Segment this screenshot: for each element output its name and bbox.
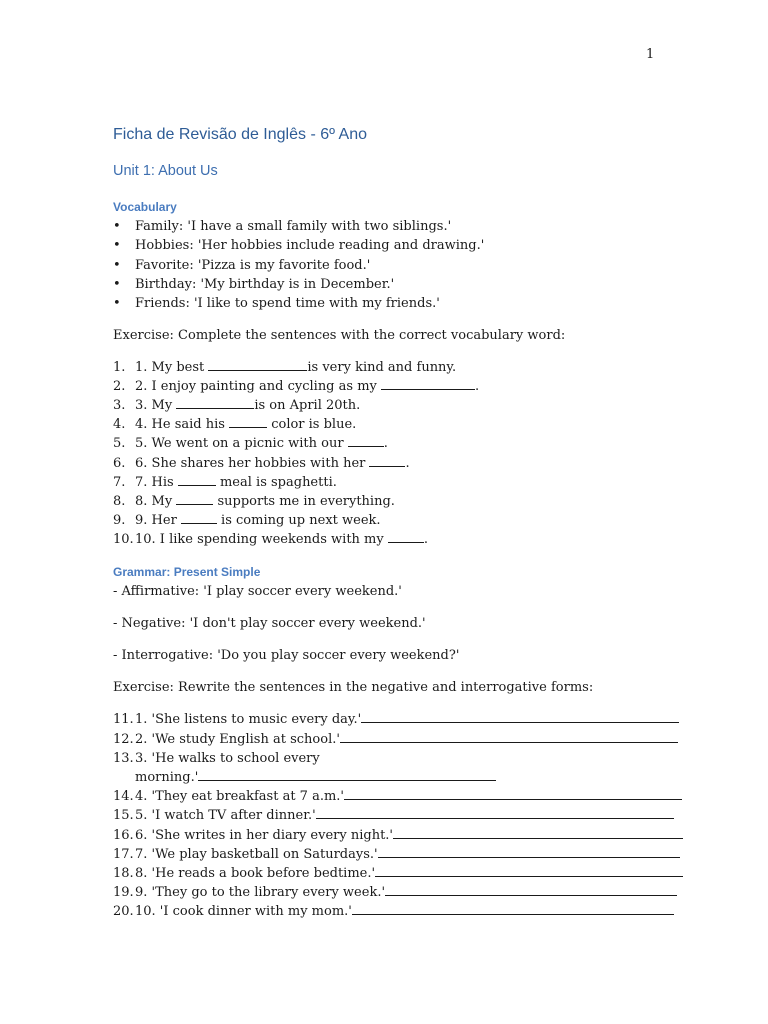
vocab-exercise-item: 10.10. I like spending weekends with my .	[113, 532, 428, 547]
grammar-exercise-item: 15.5. 'I watch TV after dinner.'	[113, 806, 674, 825]
grammar-negative: - Negative: 'I don't play soccer every weekend.'	[113, 616, 426, 631]
vocab-exercise-item: 4. 4. He said his color is blue.	[113, 417, 357, 432]
vocab-exercise-instruction: Exercise: Complete the sentences with the correct vocabulary word:	[113, 328, 566, 343]
unit-heading: Unit 1: About Us	[113, 163, 218, 179]
answer-blank[interactable]	[344, 787, 682, 800]
answer-blank[interactable]	[369, 454, 405, 467]
vocab-item-text: Friends: 'I like to spend time with my friends.'	[135, 296, 440, 311]
grammar-exercise-item: 18.8. 'He reads a book before bedtime.'	[113, 864, 683, 883]
vocab-exercise-item: 6. 6. She shares her hobbies with her .	[113, 456, 410, 471]
vocab-exercise-item: 9. 9. Her is coming up next week.	[113, 513, 381, 528]
grammar-affirmative: - Affirmative: 'I play soccer every weekend.'	[113, 584, 402, 599]
vocab-item	[113, 294, 440, 313]
bullet-icon: •	[113, 296, 121, 311]
grammar-exercise-item: 11.1. 'She listens to music every day.'	[113, 710, 679, 729]
vocab-item-text: Favorite: 'Pizza is my favorite food.'	[135, 258, 371, 273]
vocab-item-text: Hobbies: 'Her hobbies include reading and drawing.'	[135, 238, 485, 253]
grammar-exercise-item: 13.3. 'He walks to school every	[113, 751, 320, 766]
answer-blank[interactable]	[381, 377, 475, 390]
vocab-exercise-item: 2. 2. I enjoy painting and cycling as my .	[113, 379, 480, 394]
grammar-exercise-item-continued: morning.'	[135, 768, 496, 787]
grammar-exercise-item: 20.10. 'I cook dinner with my mom.'	[113, 902, 674, 921]
document-title: Ficha de Revisão de Inglês - 6º Ano	[113, 126, 367, 143]
vocab-exercise-item: 5. 5. We went on a picnic with our .	[113, 436, 388, 451]
grammar-exercise-item: 14.4. 'They eat breakfast at 7 a.m.'	[113, 787, 682, 806]
grammar-exercise-item: 17.7. 'We play basketball on Saturdays.'	[113, 845, 680, 864]
answer-blank[interactable]	[178, 473, 216, 486]
bullet-icon: •	[113, 277, 121, 292]
answer-blank[interactable]	[375, 864, 683, 877]
answer-blank[interactable]	[340, 730, 678, 743]
answer-blank[interactable]	[378, 845, 680, 858]
vocab-item	[113, 275, 394, 294]
vocab-exercise-item: 3. 3. My is on April 20th.	[113, 398, 361, 413]
answer-blank[interactable]	[393, 826, 683, 839]
answer-blank[interactable]	[352, 902, 674, 915]
vocab-exercise-item: 1. 1. My best is very kind and funny.	[113, 360, 457, 375]
bullet-icon: •	[113, 258, 121, 273]
answer-blank[interactable]	[181, 511, 217, 524]
answer-blank[interactable]	[385, 883, 677, 896]
answer-blank[interactable]	[388, 530, 424, 543]
grammar-exercise-item: 19.9. 'They go to the library every week.'	[113, 883, 677, 902]
vocab-item	[113, 256, 370, 275]
vocab-item-text: Birthday: 'My birthday is in December.'	[135, 277, 395, 292]
vocab-item	[113, 217, 451, 236]
grammar-exercise-item: 12.2. 'We study English at school.'	[113, 730, 678, 749]
grammar-exercise-item: 16.6. 'She writes in her diary every night.'	[113, 826, 683, 845]
vocab-exercise-item: 8. 8. My supports me in everything.	[113, 494, 395, 509]
answer-blank[interactable]	[208, 358, 307, 371]
answer-blank[interactable]	[176, 492, 213, 505]
vocab-item	[113, 236, 484, 255]
grammar-interrogative: - Interrogative: 'Do you play soccer every weekend?'	[113, 648, 460, 663]
bullet-icon: •	[113, 219, 121, 234]
page-number: 1	[646, 47, 655, 62]
vocab-exercise-item: 7. 7. His meal is spaghetti.	[113, 475, 337, 490]
grammar-heading: Grammar: Present Simple	[113, 565, 261, 579]
vocabulary-heading: Vocabulary	[113, 200, 177, 214]
answer-blank[interactable]	[176, 396, 254, 409]
grammar-exercise-instruction: Exercise: Rewrite the sentences in the negative and interrogative forms:	[113, 680, 594, 695]
answer-blank[interactable]	[348, 434, 384, 447]
answer-blank[interactable]	[198, 768, 496, 781]
bullet-icon: •	[113, 238, 121, 253]
vocab-item-text: Family: 'I have a small family with two siblings.'	[135, 219, 452, 234]
answer-blank[interactable]	[361, 710, 679, 723]
answer-blank[interactable]	[229, 415, 267, 428]
answer-blank[interactable]	[316, 806, 674, 819]
